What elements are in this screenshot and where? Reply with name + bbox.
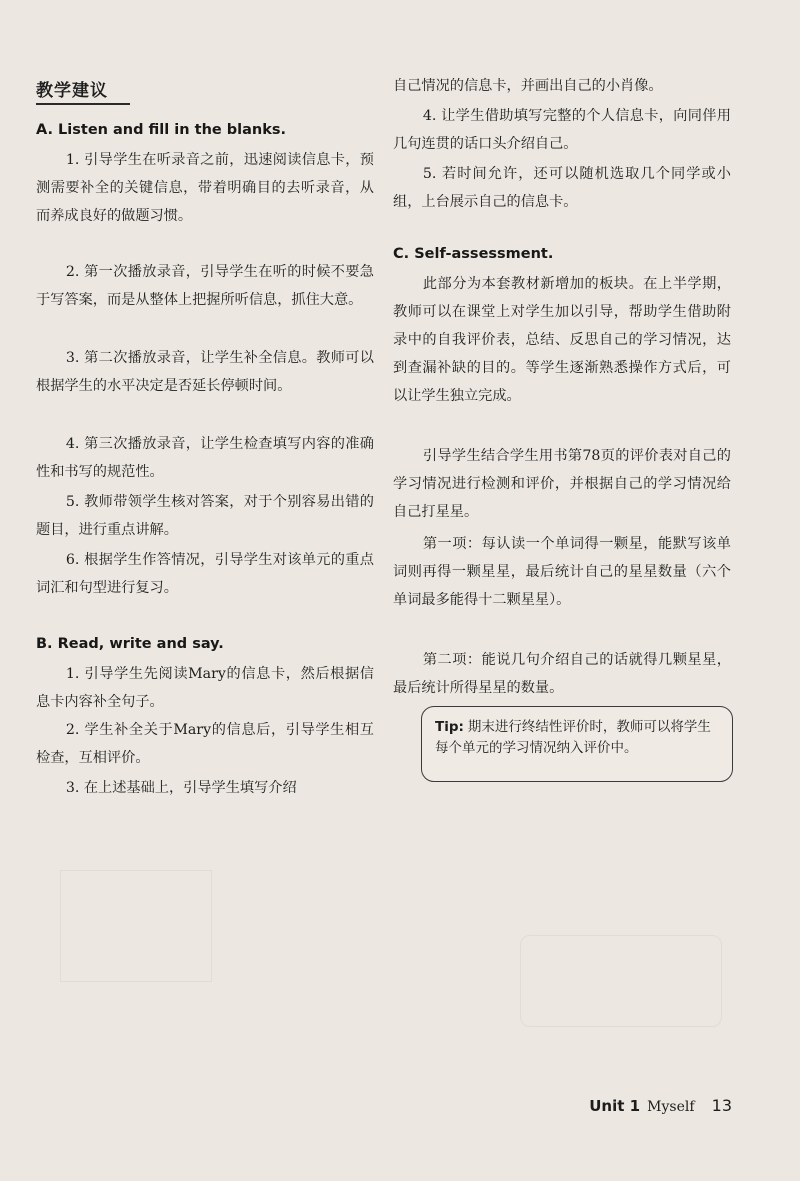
section-title: 教学建议 xyxy=(36,81,108,101)
paragraph-b3-end: 自己情况的信息卡，并画出自己的小肖像。 xyxy=(393,78,663,94)
show-through-box xyxy=(60,870,212,982)
paragraph-b3-start: 3. 在上述基础上，引导学生填写介绍 xyxy=(65,780,297,796)
show-through-box xyxy=(520,935,722,1027)
heading-b: B. Read, write and say. xyxy=(36,636,224,652)
footer-unit: Unit 1 xyxy=(589,1097,641,1115)
paragraph-c4: 第二项：能说几句介绍自己的话就得几颗星星，最后统计所得星星的数量。 xyxy=(393,652,731,696)
paragraph-c3: 第一项：每认读一个单词得一颗星，能默写该单词则再得一颗星星，最后统计自己的星星数量（六个单词最多能得十二颗星星）。 xyxy=(393,536,731,608)
paragraph-b5: 5. 若时间允许，还可以随机选取几个同学或小组，上台展示自己的信息卡。 xyxy=(393,166,731,210)
paragraph-a4: 4. 第三次播放录音，让学生检查填写内容的准确性和书写的规范性。 xyxy=(36,436,374,480)
title-underline xyxy=(36,103,130,105)
paragraph-b2: 2. 学生补全关于Mary的信息后，引导学生相互检查，互相评价。 xyxy=(36,722,374,766)
tip-box xyxy=(421,706,733,782)
page-number: 13 xyxy=(711,1096,732,1115)
footer-unit-title: Myself xyxy=(647,1099,695,1115)
paragraph-b1: 1. 引导学生先阅读Mary的信息卡，然后根据信息卡内容补全句子。 xyxy=(36,666,374,710)
tip-label: Tip: xyxy=(435,719,464,735)
tip-text: 期末进行终结性评价时，教师可以将学生每个单元的学习情况纳入评价中。 xyxy=(435,719,711,756)
paragraph-a6: 6. 根据学生作答情况，引导学生对该单元的重点词汇和句型进行复习。 xyxy=(36,552,374,596)
paragraph-c1: 此部分为本套教材新增加的板块。在上半学期，教师可以在课堂上对学生加以引导，帮助学生借助附录中的自我评价表，总结、反思自己的学习情况，达到查漏补缺的目的。等学生逐渐熟悉操作方式后，可以让学生独立完成。 xyxy=(393,276,731,404)
paragraph-b4: 4. 让学生借助填写完整的个人信息卡，向同伴用几句连贯的话口头介绍自己。 xyxy=(393,108,731,152)
paragraph-a1: 1. 引导学生在听录音之前，迅速阅读信息卡，预测需要补全的关键信息，带着明确目的去听录音，从而养成良好的做题习惯。 xyxy=(36,152,374,224)
paragraph-a2: 2. 第一次播放录音，引导学生在听的时候不要急于写答案，而是从整体上把握所听信息，抓住大意。 xyxy=(36,264,374,308)
heading-a: A. Listen and fill in the blanks. xyxy=(36,122,287,138)
heading-c: C. Self-assessment. xyxy=(393,246,554,262)
paragraph-a5: 5. 教师带领学生核对答案，对于个别容易出错的题目，进行重点讲解。 xyxy=(36,494,374,538)
page-footer xyxy=(589,1096,732,1115)
paragraph-a3: 3. 第二次播放录音，让学生补全信息。教师可以根据学生的水平决定是否延长停顿时间。 xyxy=(36,350,374,394)
paragraph-c2: 引导学生结合学生用书第78页的评价表对自己的学习情况进行检测和评价，并根据自己的学习情况给自己打星星。 xyxy=(393,448,731,520)
